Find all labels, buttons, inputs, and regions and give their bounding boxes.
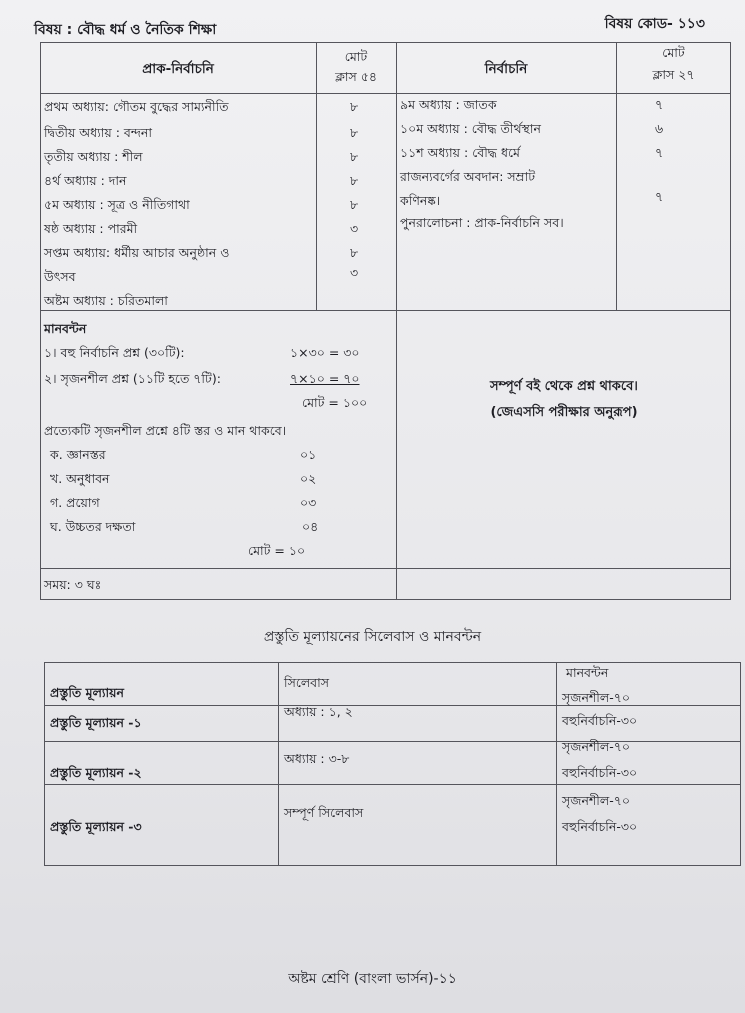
chapter-title: উৎসব [44,269,76,284]
prep-row-marks-mcq: বহুনির্বাচনি-৩০ [562,819,638,834]
prep-row-name: প্রস্তুতি মূল্যায়ন -২ [50,765,142,780]
chapter-title: কণিনষ্ক। [400,193,441,208]
chapter-classes: ৮ [350,125,359,140]
chapter-classes: ৩ [350,221,359,236]
chapter-title: প্রথম অধ্যায়: গৌতম বুদ্ধের সাম্যনীতি [44,99,229,114]
exam-note-line1: সম্পূর্ণ বই থেকে প্রশ্ন থাকবে। [490,379,638,394]
prep-row-syllabus: অধ্যায় : ৩-৮ [284,751,350,766]
prep-row-marks-cq: সৃজনশীল-৭০ [562,739,630,754]
levels-total: মোট = ১০ [248,543,306,558]
prep-row-name: প্রস্তুতি মূল্যায়ন -১ [50,715,142,730]
chapter-title: পুনরালোচনা : প্রাক-নির্বাচনি সব। [400,215,564,230]
level-label: ক. জ্ঞানস্তর [50,447,106,462]
subject-title: বিষয় : বৌদ্ধ ধর্ম ও নৈতিক শিক্ষা [34,22,217,38]
chapter-classes: ৮ [350,197,359,212]
marks-total: মোট = ১০০ [302,395,368,410]
prep-table [44,662,741,866]
levels-intro: প্রত্যেকটি সৃজনশীল প্রশ্নে ৪টি স্তর ও মান থাকবে। [44,423,287,438]
chapter-classes: ৬ [655,121,664,136]
prep-row-marks-mcq: বহুনির্বাচনি-৩০ [562,713,638,728]
chapter-classes: ৩ [350,265,359,280]
chapter-classes: ৭ [655,145,664,160]
chapter-title: ৫ম অধ্যায় : সূত্র ও নীতিগাথা [44,197,190,212]
cq-label: ২। সৃজনশীল প্রশ্ন (১১টি হতে ৭টি): [44,371,221,386]
chapter-title: রাজন্যবর্গের অবদান: সম্রাট [400,169,536,184]
col-total-class-b-line2: ক্লাস ২৭ [652,67,695,82]
prep-header-syllabus: সিলেবাস [284,675,330,690]
prep-row-syllabus: অধ্যায় : ১, ২ [284,704,353,719]
chapter-classes: ৭ [655,189,664,204]
mcq-calc: ১×৩০ = ৩০ [290,345,360,360]
prep-row-marks-cq: সৃজনশীল-৭০ [562,690,630,705]
prep-row-marks-mcq: বহুনির্বাচনি-৩০ [562,765,638,780]
col-total-class-a-line1: মোট [344,49,368,64]
chapter-title: অষ্টম অধ্যায় : চরিতমালা [44,293,168,308]
chapter-title: দ্বিতীয় অধ্যায় : বন্দনা [44,125,152,140]
subject-code: বিষয় কোড- ১১৩ [604,16,705,32]
level-mark: ০৪ [302,519,319,534]
prep-title: প্রস্তুতি মূল্যায়নের সিলেবাস ও মানবন্টন [263,629,482,645]
exam-note-line2: (জেএসসি পরীক্ষার অনুরূপ) [490,405,638,420]
level-label: ঘ. উচ্চতর দক্ষতা [50,519,136,534]
prep-header-marks: মানবন্টন [566,665,609,680]
level-label: খ. অনুধাবন [50,471,110,486]
chapter-title: সপ্তম অধ্যায়: ধর্মীয় আচার অনুষ্ঠান ও [44,245,230,260]
exam-time: সময়: ৩ ঘঃ [44,577,102,592]
chapter-classes: ৮ [350,99,359,114]
chapter-title: ষষ্ঠ অধ্যায় : পারমী [44,221,138,236]
marks-title: মানবন্টন [44,321,87,336]
prep-header-assessment: প্রস্তুতি মূল্যায়ন [50,685,124,700]
chapter-classes: ৮ [350,149,359,164]
chapter-title: ৪র্থ অধ্যায় : দান [44,173,127,188]
col-mid-header: নির্বাচনি [484,61,528,77]
level-mark: ০৩ [300,495,317,510]
level-mark: ০২ [300,471,317,486]
chapter-title: ৯ম অধ্যায় : জাতক [400,97,497,112]
page-footer: অষ্টম শ্রেণি (বাংলা ভার্সন)-১১ [288,971,457,987]
chapter-classes: ৮ [350,173,359,188]
cq-calc: ৭×১০ = ৭০ [290,371,360,386]
prep-row-name: প্রস্তুতি মূল্যায়ন -৩ [50,819,142,834]
col-total-class-b-line1: মোট [662,45,685,60]
col-pre-mid-header: প্রাক-নির্বাচনি [142,61,214,77]
level-mark: ০১ [300,447,317,462]
prep-row-syllabus: সম্পূর্ণ সিলেবাস [284,805,364,820]
chapter-classes: ৭ [655,97,664,112]
chapter-classes: ৮ [350,245,359,260]
col-total-class-a-line2: ক্লাস ৫৪ [335,69,377,84]
chapter-title: তৃতীয় অধ্যায় : শীল [44,149,143,164]
chapter-title: ১১শ অধ্যায় : বৌদ্ধ ধর্মে [400,145,520,160]
prep-row-marks-cq: সৃজনশীল-৭০ [562,793,630,808]
level-label: গ. প্রয়োগ [50,495,100,510]
chapter-title: ১০ম অধ্যায় : বৌদ্ধ তীর্থস্থান [400,121,541,136]
mcq-label: ১। বহু নির্বাচনি প্রশ্ন (৩০টি): [44,345,185,360]
